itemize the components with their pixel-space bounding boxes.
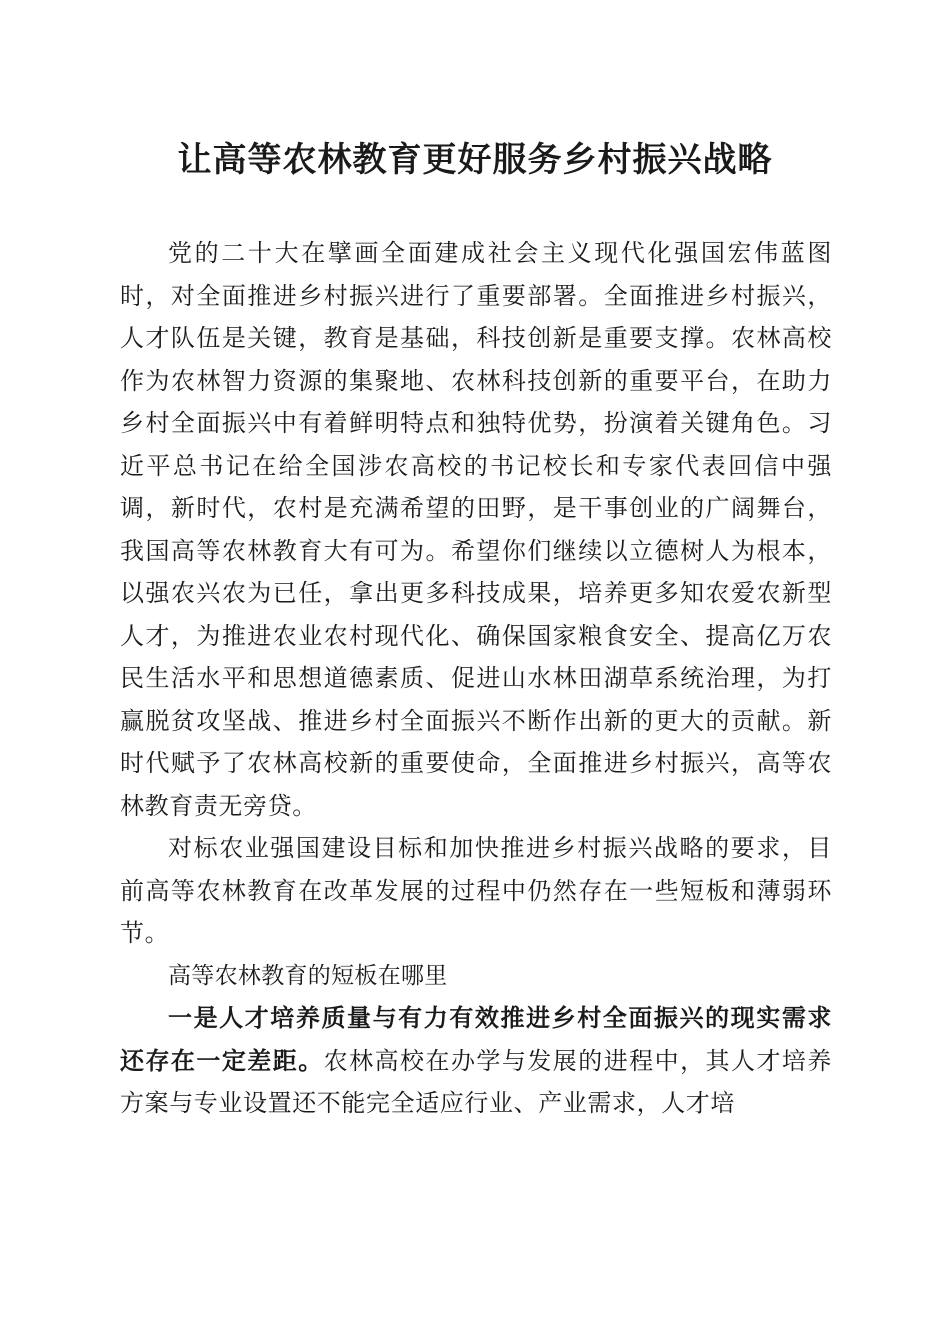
paragraph-point-one [120, 997, 832, 1125]
paragraph-shortcomings: 对标农业强国建设目标和加快推进乡村振兴战略的要求，目前高等农林教育在改革发展的过程中仍然存在一些短板和薄弱环节。 [120, 834, 832, 947]
document-body [120, 232, 832, 1125]
point-one-lead: 一是人才培养质量与有力有效推进乡村全面振兴的现实需求还存在一定差距。 [120, 1003, 832, 1075]
section-heading: 高等农林教育的短板在哪里 [168, 962, 448, 989]
document-title: 让高等农林教育更好服务乡村振兴战略 [177, 140, 773, 180]
point-one-text: 农林高校在办学与发展的进程中，其人才培养方案与专业设置还不能完全适应行业、产业需求，人才培 [120, 1046, 832, 1117]
paragraph-intro: 党的二十大在擘画全面建成社会主义现代化强国宏伟蓝图时，对全面推进乡村振兴进行了重要部署。全面推进乡村振兴，人才队伍是关键，教育是基础，科技创新是重要支撑。农林高校作为农林智力资源的集聚地、农林科技创新的重要平台，在助力乡村全面振兴中有着鲜明特点和独特优势，扮演着关键角色。习近平总书记在给全国涉农高校的书记校长和专家代表回信中强调，新时代，农村是充满希望的田野，是干事创业的广阔舞台，我国高等农林教育大有可为。希望你们继续以立德树人为根本，以强农兴农为已任，拿出更多科技成果，培养更多知农爱农新型人才，为推进农业农村现代化、确保国家粮食安全、提高亿万农民生活水平和思想道德素质、促进山水林田湖草系统治理，为打赢脱贫攻坚战、推进乡村全面振兴不断作出新的更大的贡献。新时代赋予了农林高校新的重要使命，全面推进乡村振兴，高等农林教育责无旁贷。 [120, 239, 832, 820]
